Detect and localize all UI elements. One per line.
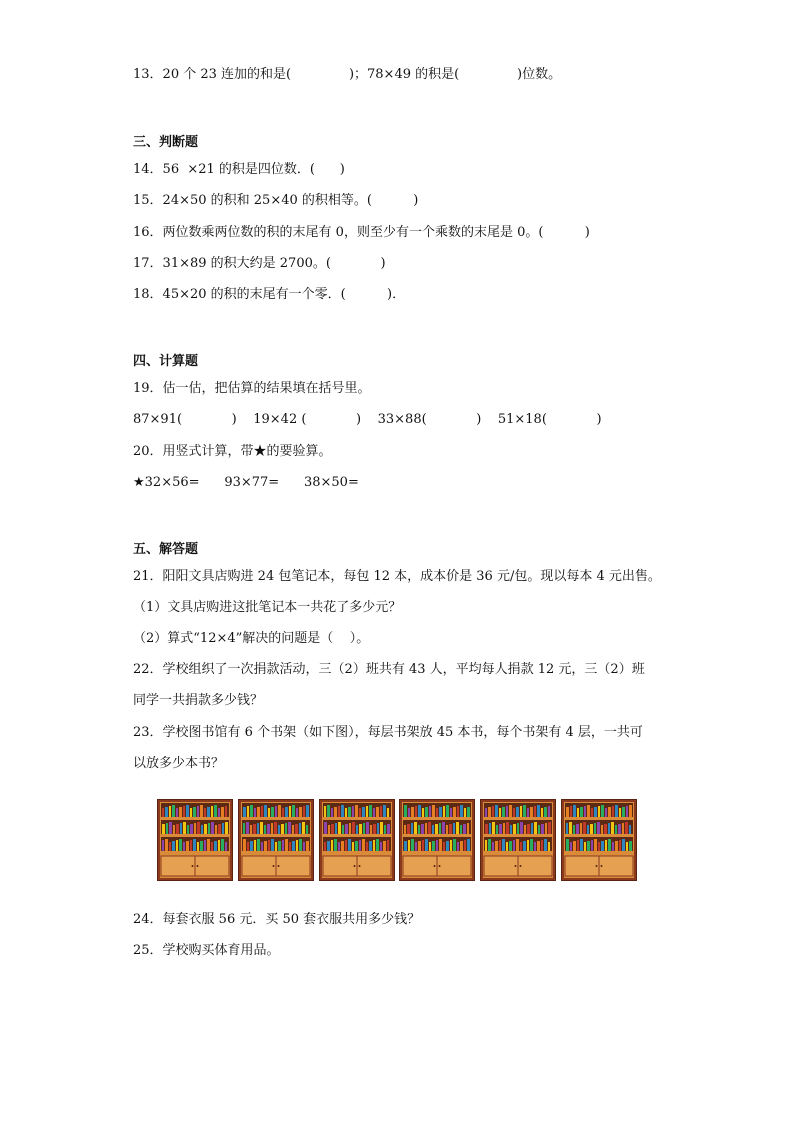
q21-part1: （1）文具店购进这批笔记本一共花了多少元？ bbox=[133, 600, 402, 615]
q24: 24．每套衣服 56 元．买 50 套衣服共用多少钱？ bbox=[133, 912, 421, 927]
q16: 16．两位数乘两位数的积的末尾有 0，则至少有一个乘数的末尾是 0。( ) bbox=[133, 225, 590, 240]
q23-line2: 以放多少本书？ bbox=[133, 756, 225, 771]
q23-line1: 23．学校图书馆有 6 个书架（如下图），每层书架放 45 本书，每个书架有 4 层，一共可 bbox=[133, 725, 643, 740]
q20-items: ★32×56= 93×77= 38×50= bbox=[133, 475, 359, 490]
q15: 15．24×50 的积和 25×40 的积相等。( ) bbox=[133, 193, 419, 208]
q19-items: 87×91( ) 19×42 ( ) 33×88( ) 51×18( ) bbox=[133, 412, 602, 427]
bookcase-icon bbox=[157, 799, 233, 881]
bookcase-icon bbox=[480, 799, 556, 881]
bookcase-icon bbox=[238, 799, 314, 881]
bookshelves-illustration bbox=[157, 799, 637, 881]
q21-part2: （2）算式“12×4”解决的问题是（ ）。 bbox=[133, 631, 370, 646]
q25: 25．学校购买体育用品。 bbox=[133, 943, 280, 958]
bookcase-icon bbox=[319, 799, 395, 881]
q20: 20．用竖式计算，带★的要验算。 bbox=[133, 444, 332, 459]
q14: 14．56 ×21 的积是四位数．( ) bbox=[133, 162, 345, 177]
q17: 17．31×89 的积大约是 2700。( ) bbox=[133, 256, 386, 271]
q21: 21．阳阳文具店购进 24 包笔记本，每包 12 本，成本价是 36 元/包。现以每本 4 元出售。 bbox=[133, 569, 661, 584]
q19: 19．估一估，把估算的结果填在括号里。 bbox=[133, 381, 371, 396]
section-title-solutions: 五、解答题 bbox=[133, 542, 199, 557]
section-title-calculation: 四、计算题 bbox=[133, 354, 199, 369]
bookcase-icon bbox=[399, 799, 475, 881]
bookcase-icon bbox=[561, 799, 637, 881]
section-title-judgment: 三、判断题 bbox=[133, 135, 199, 150]
q13: 13．20 个 23 连加的和是( )；78×49 的积是( )位数。 bbox=[133, 67, 562, 82]
q18: 18．45×20 的积的末尾有一个零．( )． bbox=[133, 287, 406, 302]
q22-line1: 22．学校组织了一次捐款活动，三（2）班共有 43 人，平均每人捐款 12 元，三（2）班 bbox=[133, 662, 645, 677]
q22-line2: 同学一共捐款多少钱？ bbox=[133, 693, 264, 708]
